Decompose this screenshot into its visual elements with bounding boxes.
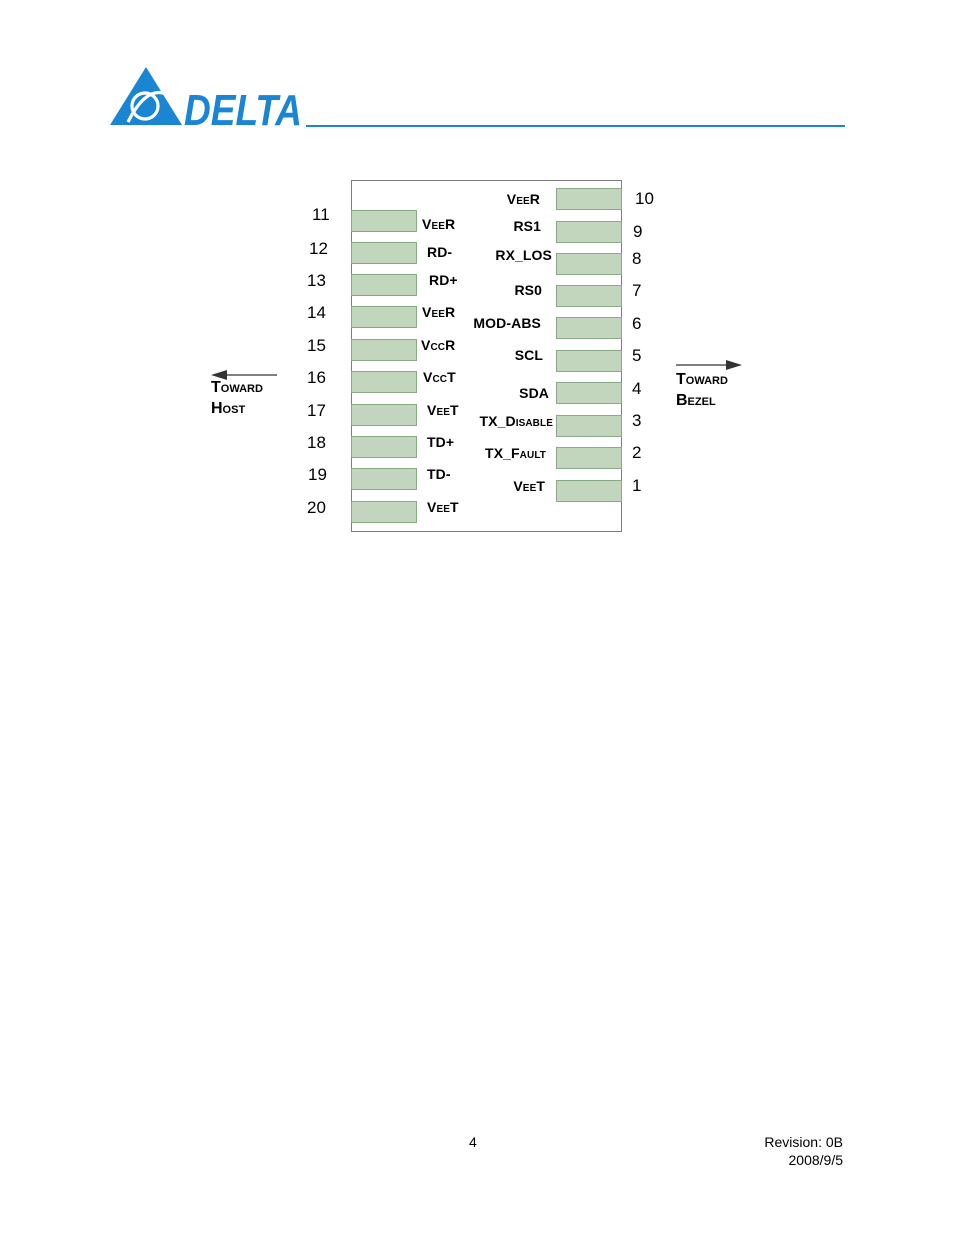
delta-logo	[108, 64, 308, 135]
pin-number: 3	[632, 411, 642, 430]
contact-pad	[556, 415, 622, 437]
pin-signal-label: VccR	[421, 337, 456, 353]
contact-pad	[351, 210, 417, 232]
pin-number: 5	[632, 346, 642, 365]
pin-signal-label: VccT	[423, 369, 456, 385]
contact-pad	[556, 253, 622, 275]
contact-pad	[556, 285, 622, 307]
pin-number: 17	[307, 401, 326, 420]
page-number: 4	[469, 1134, 477, 1150]
contact-pad	[556, 221, 622, 243]
pin-number: 15	[307, 336, 326, 355]
pin-signal-label: RS0	[514, 282, 542, 298]
pin-signal-label: TD-	[427, 466, 451, 482]
pin-number: 14	[307, 303, 326, 322]
pin-number: 4	[632, 379, 642, 398]
pin-number: 1	[632, 476, 642, 495]
pin-signal-label: TX_Disable	[479, 413, 553, 429]
pin-signal-label: TX_Fault	[485, 445, 546, 461]
pin-number: 19	[308, 465, 327, 484]
contact-pad	[556, 382, 622, 404]
pin-number: 9	[633, 222, 643, 241]
pin-signal-label: VeeT	[427, 499, 459, 515]
pin-number: 6	[632, 314, 642, 333]
toward-bezel-line1: Toward	[676, 371, 728, 388]
toward-host-line1: Toward	[211, 379, 263, 396]
pin-signal-label: VeeR	[422, 216, 456, 232]
contact-pad	[351, 274, 417, 296]
pin-signal-label: VeeT	[427, 402, 459, 418]
pin-number: 13	[307, 271, 326, 290]
logo-wordmark: DELTA	[184, 86, 302, 135]
contact-pad	[556, 317, 622, 339]
contact-pad	[351, 501, 417, 523]
pin-number: 20	[307, 498, 326, 517]
pin-signal-label: TD+	[427, 434, 455, 450]
contact-pad	[351, 306, 417, 328]
pin-number: 18	[307, 433, 326, 452]
contact-pad	[556, 188, 622, 210]
pin-number: 12	[309, 239, 328, 258]
pin-number: 8	[632, 249, 642, 268]
toward-host-line2: Host	[211, 400, 246, 417]
contact-pad	[556, 480, 622, 502]
pin-signal-label: SDA	[519, 385, 549, 401]
pin-signal-label: RX_LOS	[495, 247, 552, 263]
revision-label: Revision: 0B	[764, 1134, 843, 1150]
contact-pad	[556, 350, 622, 372]
revision-date: 2008/9/5	[788, 1152, 843, 1168]
toward-host-label	[211, 377, 263, 419]
contact-pad	[351, 371, 417, 393]
pin-signal-label: RD+	[429, 272, 458, 288]
header-rule	[306, 125, 845, 127]
contact-pad	[351, 242, 417, 264]
pin-number: 11	[312, 205, 330, 224]
contact-pad	[351, 436, 417, 458]
contact-pad	[351, 404, 417, 426]
contact-pad	[556, 447, 622, 469]
pin-signal-label: VeeR	[422, 304, 456, 320]
pin-signal-label: MOD-ABS	[473, 315, 541, 331]
pin-number: 2	[632, 443, 642, 462]
pin-signal-label: VeeT	[513, 478, 545, 494]
pin-signal-label: RS1	[513, 218, 541, 234]
pin-signal-label: VeeR	[506, 191, 540, 207]
pin-number: 7	[632, 281, 642, 300]
toward-bezel-line2: Bezel	[676, 392, 716, 409]
contact-pad	[351, 339, 417, 361]
pin-signal-label: SCL	[514, 347, 543, 363]
pin-number: 16	[307, 368, 326, 387]
toward-bezel-label	[676, 369, 728, 411]
pin-signal-label: RD-	[427, 244, 453, 260]
pin-number: 10	[635, 189, 654, 208]
contact-pad	[351, 468, 417, 490]
